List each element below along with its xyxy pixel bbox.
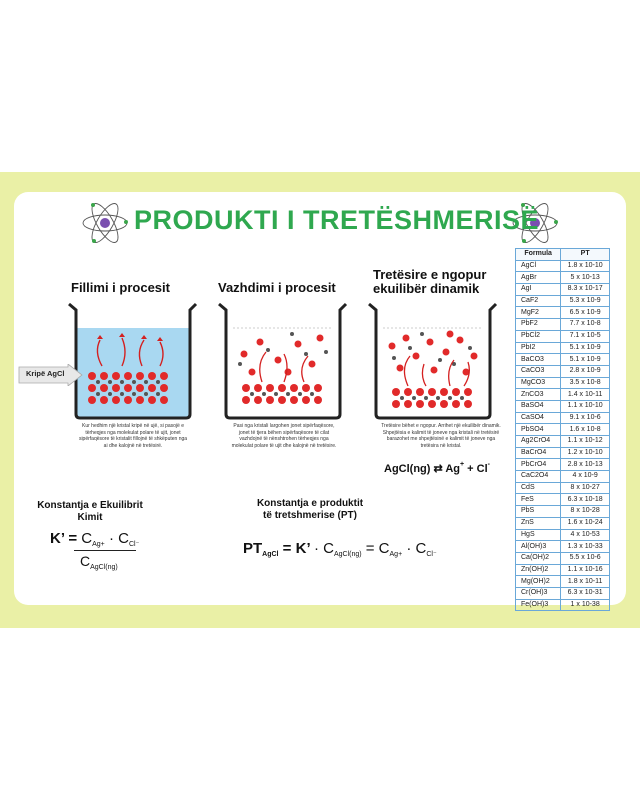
- pt-formula: $PT_{AgCl} = K$’ · $C_{AgCl(ng)} = C_{Ag+} \cdot C_{Cl^-}$: [243, 540, 437, 558]
- table-row: [516, 389, 610, 401]
- table-row: [516, 529, 610, 541]
- pt-value-cell: 5.3 x 10-9: [561, 295, 610, 307]
- table-row: [516, 412, 610, 424]
- pt-value-cell: 1.4 x 10-11: [561, 389, 610, 401]
- formula-cell: PbS: [516, 506, 561, 518]
- table-row: [516, 354, 610, 366]
- stage-2-description: Pasi nga kristali largohen jonet sipërfaqësore, jonet të tjera bëhen sipërfaqësore të cilat vazhdojnë të nënshtrohen tërheqjes nga molekulat polare të ujit dhe kalojnë në tretësire.: [231, 423, 337, 449]
- pt-value-cell: 1.6 x 10-8: [561, 424, 610, 436]
- table-row: [516, 377, 610, 389]
- pt-value-cell: 6.5 x 10-9: [561, 307, 610, 319]
- pt-value-cell: 6.3 x 10-18: [561, 494, 610, 506]
- formula-cell: AgBr: [516, 272, 561, 284]
- table-row: [516, 260, 610, 272]
- pt-value-cell: 1.1 x 10-16: [561, 564, 610, 576]
- table-header-formula: Formula: [516, 249, 561, 261]
- pt-value-cell: 2.8 x 10-9: [561, 365, 610, 377]
- poster-title: PRODUKTI I TRETËSHMERISË: [134, 205, 540, 235]
- k-fraction-line: [74, 550, 136, 551]
- k-denominator: $C_{AgCl(ng)}$: [80, 553, 118, 571]
- pt-value-cell: 5.1 x 10-9: [561, 354, 610, 366]
- formula-cell: MgF2: [516, 307, 561, 319]
- table-row: [516, 295, 610, 307]
- pt-value-cell: 1.2 x 10-10: [561, 447, 610, 459]
- formula-cell: CdS: [516, 482, 561, 494]
- formula-cell: Ca(OH)2: [516, 552, 561, 564]
- table-row: [516, 330, 610, 342]
- formula-cell: Al(OH)3: [516, 541, 561, 553]
- pt-value-cell: 1.8 x 10-11: [561, 576, 610, 588]
- pt-value-cell: 3.5 x 10-8: [561, 377, 610, 389]
- atom-icon-left: [80, 200, 130, 246]
- formula-cell: HgS: [516, 529, 561, 541]
- table-row: [516, 587, 610, 599]
- pt-value-cell: 5.1 x 10-9: [561, 342, 610, 354]
- formula-cell: PbSO4: [516, 424, 561, 436]
- table-row: [516, 494, 610, 506]
- stage-3-description: Tretësire bëhet e ngopur. Arrihet një ekuilibër dinamik. Shpejtësia e kalimit të joneve nga kristali në tretësirë barazohet me shpejtësinë e kalimit të joneve nga tretësira në kristal.: [381, 423, 501, 449]
- formula-cell: FeS: [516, 494, 561, 506]
- formula-cell: Cr(OH)3: [516, 587, 561, 599]
- formula-cell: AgI: [516, 284, 561, 296]
- formula-cell: PbCl2: [516, 330, 561, 342]
- equilibrium-equation: AgCl(ng) ⇄ Ag+ + Cl-: [384, 461, 490, 475]
- k-constant-heading: Konstantja e Ekuilibrit Kimit: [37, 500, 143, 523]
- formula-cell: AgCl: [516, 260, 561, 272]
- table-row: [516, 599, 610, 611]
- table-row: [516, 342, 610, 354]
- formula-cell: Zn(OH)2: [516, 564, 561, 576]
- pt-value-cell: 1.6 x 10-24: [561, 517, 610, 529]
- stage-2-heading: Vazhdimi i procesit: [218, 280, 336, 295]
- pt-value-cell: 8 x 10-27: [561, 482, 610, 494]
- pt-value-cell: 4 x 10-9: [561, 471, 610, 483]
- table-row: [516, 552, 610, 564]
- pt-value-cell: 1.1 x 10-10: [561, 400, 610, 412]
- table-row: [516, 482, 610, 494]
- formula-cell: BaCrO4: [516, 447, 561, 459]
- formula-cell: CaSO4: [516, 412, 561, 424]
- pt-constant-heading: Konstantja e produktit të tretshmerise (PT): [256, 498, 364, 521]
- pt-value-cell: 5 x 10-13: [561, 272, 610, 284]
- formula-cell: ZnCO3: [516, 389, 561, 401]
- pt-value-cell: 2.8 x 10-13: [561, 459, 610, 471]
- pt-value-cell: 7.1 x 10-5: [561, 330, 610, 342]
- table-row: [516, 506, 610, 518]
- k-formula: K’ = $C_{Ag+} \cdot C_{Cl^-}$: [50, 530, 140, 548]
- table-row: [516, 447, 610, 459]
- table-row: [516, 424, 610, 436]
- table-row: [516, 541, 610, 553]
- formula-cell: PbI2: [516, 342, 561, 354]
- pt-value-cell: 8 x 10-28: [561, 506, 610, 518]
- table-row: [516, 436, 610, 448]
- beaker-3: [350, 294, 500, 424]
- table-header-pt: PT: [561, 249, 610, 261]
- table-row: [516, 365, 610, 377]
- pt-value-cell: 1.8 x 10-10: [561, 260, 610, 272]
- table-row: [516, 576, 610, 588]
- table-row: [516, 471, 610, 483]
- formula-cell: BaCO3: [516, 354, 561, 366]
- pt-value-cell: 5.5 x 10-6: [561, 552, 610, 564]
- table-row: [516, 517, 610, 529]
- formula-cell: CaC2O4: [516, 471, 561, 483]
- table-row: [516, 564, 610, 576]
- formula-cell: Fe(OH)3: [516, 599, 561, 611]
- crystal-label: Kripë AgCl: [26, 369, 65, 378]
- stage-1-description: Kur hedhim një kristal kripë në ujë, si pasojë e tërheqjes nga molekulat polare të ujit, jonet sipërfaqësore të kristalit fillojnë të shkëputen nga ai dhe kalojnë në tretësirë.: [78, 423, 188, 449]
- formula-cell: MgCO3: [516, 377, 561, 389]
- beaker-1: [50, 294, 200, 424]
- formula-cell: ZnS: [516, 517, 561, 529]
- solubility-product-table: [515, 248, 610, 611]
- table-row: [516, 284, 610, 296]
- stage-3-heading: Tretësire e ngopur ekuilibër dinamik: [373, 267, 487, 296]
- formula-cell: CaF2: [516, 295, 561, 307]
- pt-value-cell: 1.3 x 10-33: [561, 541, 610, 553]
- pt-value-cell: 6.3 x 10-31: [561, 587, 610, 599]
- table-row: [516, 272, 610, 284]
- table-row: [516, 400, 610, 412]
- formula-cell: CaCO3: [516, 365, 561, 377]
- table-row: [516, 319, 610, 331]
- table-row: [516, 459, 610, 471]
- formula-cell: PbF2: [516, 319, 561, 331]
- pt-value-cell: 7.7 x 10-8: [561, 319, 610, 331]
- pt-value-cell: 8.3 x 10-17: [561, 284, 610, 296]
- formula-cell: BaSO4: [516, 400, 561, 412]
- pt-value-cell: 4 x 10-53: [561, 529, 610, 541]
- table-row: [516, 307, 610, 319]
- pt-value-cell: 1.1 x 10-12: [561, 436, 610, 448]
- formula-cell: Mg(OH)2: [516, 576, 561, 588]
- formula-cell: Ag2CrO4: [516, 436, 561, 448]
- pt-value-cell: 1 x 10-38: [561, 599, 610, 611]
- stage-1-heading: Fillimi i procesit: [71, 280, 170, 295]
- beaker-2: [200, 294, 350, 424]
- pt-value-cell: 9.1 x 10-6: [561, 412, 610, 424]
- formula-cell: PbCrO4: [516, 459, 561, 471]
